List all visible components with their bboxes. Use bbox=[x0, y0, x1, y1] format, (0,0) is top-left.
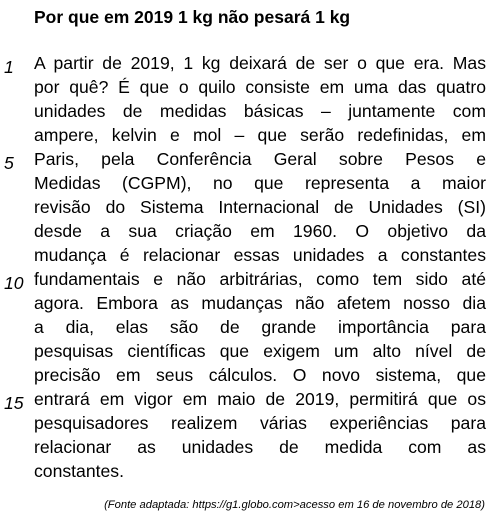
text-line-6: Medidas (CGPM), no que representa a maior bbox=[34, 173, 486, 193]
text-line-2: por quê? É que o quilo consiste em uma das quatro bbox=[34, 77, 486, 97]
text-line-17: relacionar as unidades de medida com as bbox=[34, 437, 486, 457]
text-line-9: mudança é relacionar essas unidades a constantes bbox=[34, 245, 486, 265]
line-number-5: 5 bbox=[4, 153, 14, 173]
line-number-15: 15 bbox=[4, 393, 24, 413]
line-number-1: 1 bbox=[4, 57, 14, 77]
text-line-13: pesquisas científicas que exigem um alto nível de bbox=[34, 341, 486, 361]
text-line-15: entrará em vigor em maio de 2019, permitirá que os bbox=[34, 389, 486, 409]
text-line-14: precisão em seus cálculos. O novo sistema, que bbox=[34, 365, 486, 385]
text-line-11: agora. Embora as mudanças não afetem nosso dia bbox=[34, 293, 486, 313]
text-line-10: fundamentais e não arbitrárias, como tem sido até bbox=[34, 269, 486, 289]
source-citation: (Fonte adaptada: https://g1.globo.com>acesso em 16 de novembro de 2018) bbox=[104, 499, 485, 511]
text-line-8: desde a sua criação em 1960. O objetivo da bbox=[34, 221, 486, 241]
text-line-1: A partir de 2019, 1 kg deixará de ser o que era. Mas bbox=[34, 53, 486, 73]
article-title: Por que em 2019 1 kg não pesará 1 kg bbox=[34, 7, 351, 27]
line-number-10: 10 bbox=[4, 273, 24, 293]
text-line-12: a dia, elas são de grande importância para bbox=[34, 317, 486, 337]
text-line-16: pesquisadores realizem várias experiências para bbox=[34, 413, 486, 433]
text-line-3: unidades de medidas básicas – juntamente com bbox=[34, 101, 486, 121]
text-line-18: constantes. bbox=[34, 461, 124, 481]
text-line-7: revisão do Sistema Internacional de Unidades (SI) bbox=[34, 197, 486, 217]
text-line-5: Paris, pela Conferência Geral sobre Pesos e bbox=[34, 149, 486, 169]
text-line-4: ampere, kelvin e mol – que serão redefinidas, em bbox=[34, 125, 486, 145]
